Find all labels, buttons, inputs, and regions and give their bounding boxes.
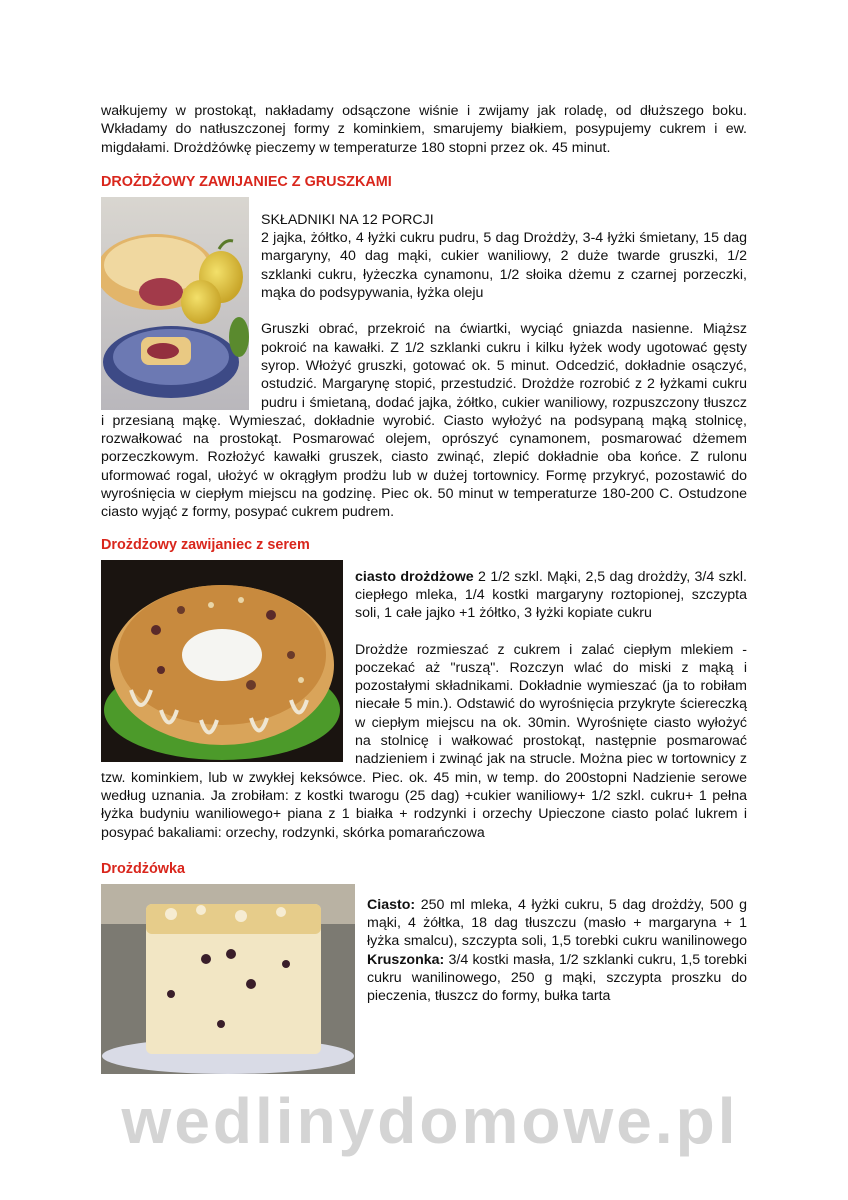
pear-cake-photo — [101, 197, 249, 410]
recipe3-label1: Ciasto: — [367, 896, 416, 913]
recipe2-title: Drożdżowy zawijaniec z serem — [101, 536, 310, 553]
recipe3-text1: 250 ml mleka, 4 łyżki cukru, 5 dag drożdży, 500 g mąki, 4 żółtka, 18 dag tłuszczu (masło + margaryna + 1 łyżka smalcu), szczypta soli, 1,5 torebki cukru wanilinowego — [367, 896, 747, 950]
recipe1-subtitle: SKŁADNIKI NA 12 PORCJI — [261, 211, 434, 228]
recipe3-text2: 3/4 kostki masła, 1/2 szklanki cukru, 1,5 torebki cukru wanilinowego, 250 g mąki, szczypta proszku do pieczenia, tłuszcz do formy, bułka tarta — [367, 951, 747, 1005]
recipe1-ingredients: 2 jajka, żółtko, 4 łyżki cukru pudru, 5 dag Drożdży, 3-4 łyżki śmietany, 15 dag margaryny, 40 dag mąki, cukier waniliowy, 2 duże twarde gruszki, 1/2 szklanki cukru, łyżeczka cynamonu, 1/2 słoika dżemu z czarnej porzeczki, mąka do podsypywania, łyżka oleju — [261, 230, 747, 302]
recipe1-block — [101, 197, 747, 522]
recipe2-block — [101, 560, 747, 842]
intro-paragraph: wałkujemy w prostokąt, nakładamy odsączone wiśnie i zwijamy jak roladę, od dłuższego boku. Wkładamy do natłuszczonej formy z kominkiem, smarujemy białkiem, posypujemy cukrem i ew. migdałami. Drożdżówkę pieczemy w temperaturze 180 stopni przez ok. 45 minut. — [101, 103, 747, 156]
cheese-roll-cake-photo — [101, 560, 343, 762]
recipe3-label2: Kruszonka: — [367, 951, 445, 968]
recipe2-method: Drożdże rozmieszać z cukrem i zalać ciepłym mlekiem - poczekać aż "ruszą". Rozczyn wlać do miski z mąką i pozostałymi składnikami. Dokładnie wymieszać (ja to robiłam niecałe 5 min.). Odstawić do wyrośnięcia przykryte ściereczką w ciepłym miejscu na ok. 30min. Wyrośnięte ciasto wyłożyć na stolnicę i wałkować prostokąt, następnie posmarować nadzieniem i zwinąć jak na strucle. Można piec w tortownicy z tzw. kominkiem, lub w zwykłej keksówce. Piec. ok. 45 min, w temp. do 200stopni Nadzienie serowe według uznania. Ja zrobiłam: z kostki twarogu (25 dag) +cukier waniliowy+ 1/2 szkl. cukru+ 1 pełna łyżka budyniu waniliowego+ piana z 1 białka + rodzynki i orzechy Upieczone ciasto polać lukrem i posypać bakaliami: orzechy, rodzynki, skórka pomarańczowa — [101, 641, 747, 841]
recipe2-ingredients-label: ciasto drożdżowe — [355, 568, 474, 585]
watermark: wedlinydomowe.pl — [121, 1085, 739, 1157]
recipe3-block — [101, 884, 747, 1074]
recipe1-method: Gruszki obrać, przekroić na ćwiartki, wyciąć gniazda nasienne. Miąższ pokroić na kawałki. Z 1/2 szklanki cukru i kilku łyżek wody ugotować gęsty syrop. Włożyć gruszki, gotować ok. 5 minut. Odcedzić, dokładnie osączyć, ostudzić. Margarynę stopić, przestudzić. Drożdże rozrobić z 2 łyżkami cukru pudru i śmietaną, dodać jajka, żółtko, cukier waniliowy, rozpuszczony tłuszcz i przesianą mąkę. Wymieszać, dokładnie wyrobić. Ciasto wyłożyć na podsypaną mąką stolnicę, rozwałkować na prostokąt. Posmarować olejem, oprószyć cynamonem, posmarować dżemem porzeczkowym. Rozłożyć kawałki gruszek, ciasto zwinąć, zlepić dokładnie oba końce. Z rulonu uformować rogal, ułożyć w okrągłym prodżu lub w dużej tortownicy. Formę przykryć, pozostawić do wyrośnięcia w ciepłym miejscu na godzinę. Piec ok. 50 minut w temperaturze 180-200 C. Ostudzone ciasto wyjąć z formy, posypać cukrem pudrem. — [101, 321, 747, 521]
recipe1-title: DROŻDŻOWY ZAWIJANIEC Z GRUSZKAMI — [101, 173, 392, 190]
recipe3-title: Drożdżówka — [101, 860, 185, 877]
content-column — [101, 102, 747, 1074]
recipe2-ingredients-text: 2 1/2 szkl. Mąki, 2,5 dag drożdży, 3/4 szkl. ciepłego mleka, 1/4 kostki margaryny roztopionej, szczypta soli, 1 całe jajko +1 żółtko, 3 łyżki kopiate cukru — [355, 568, 747, 622]
crumb-cake-photo — [101, 884, 355, 1074]
